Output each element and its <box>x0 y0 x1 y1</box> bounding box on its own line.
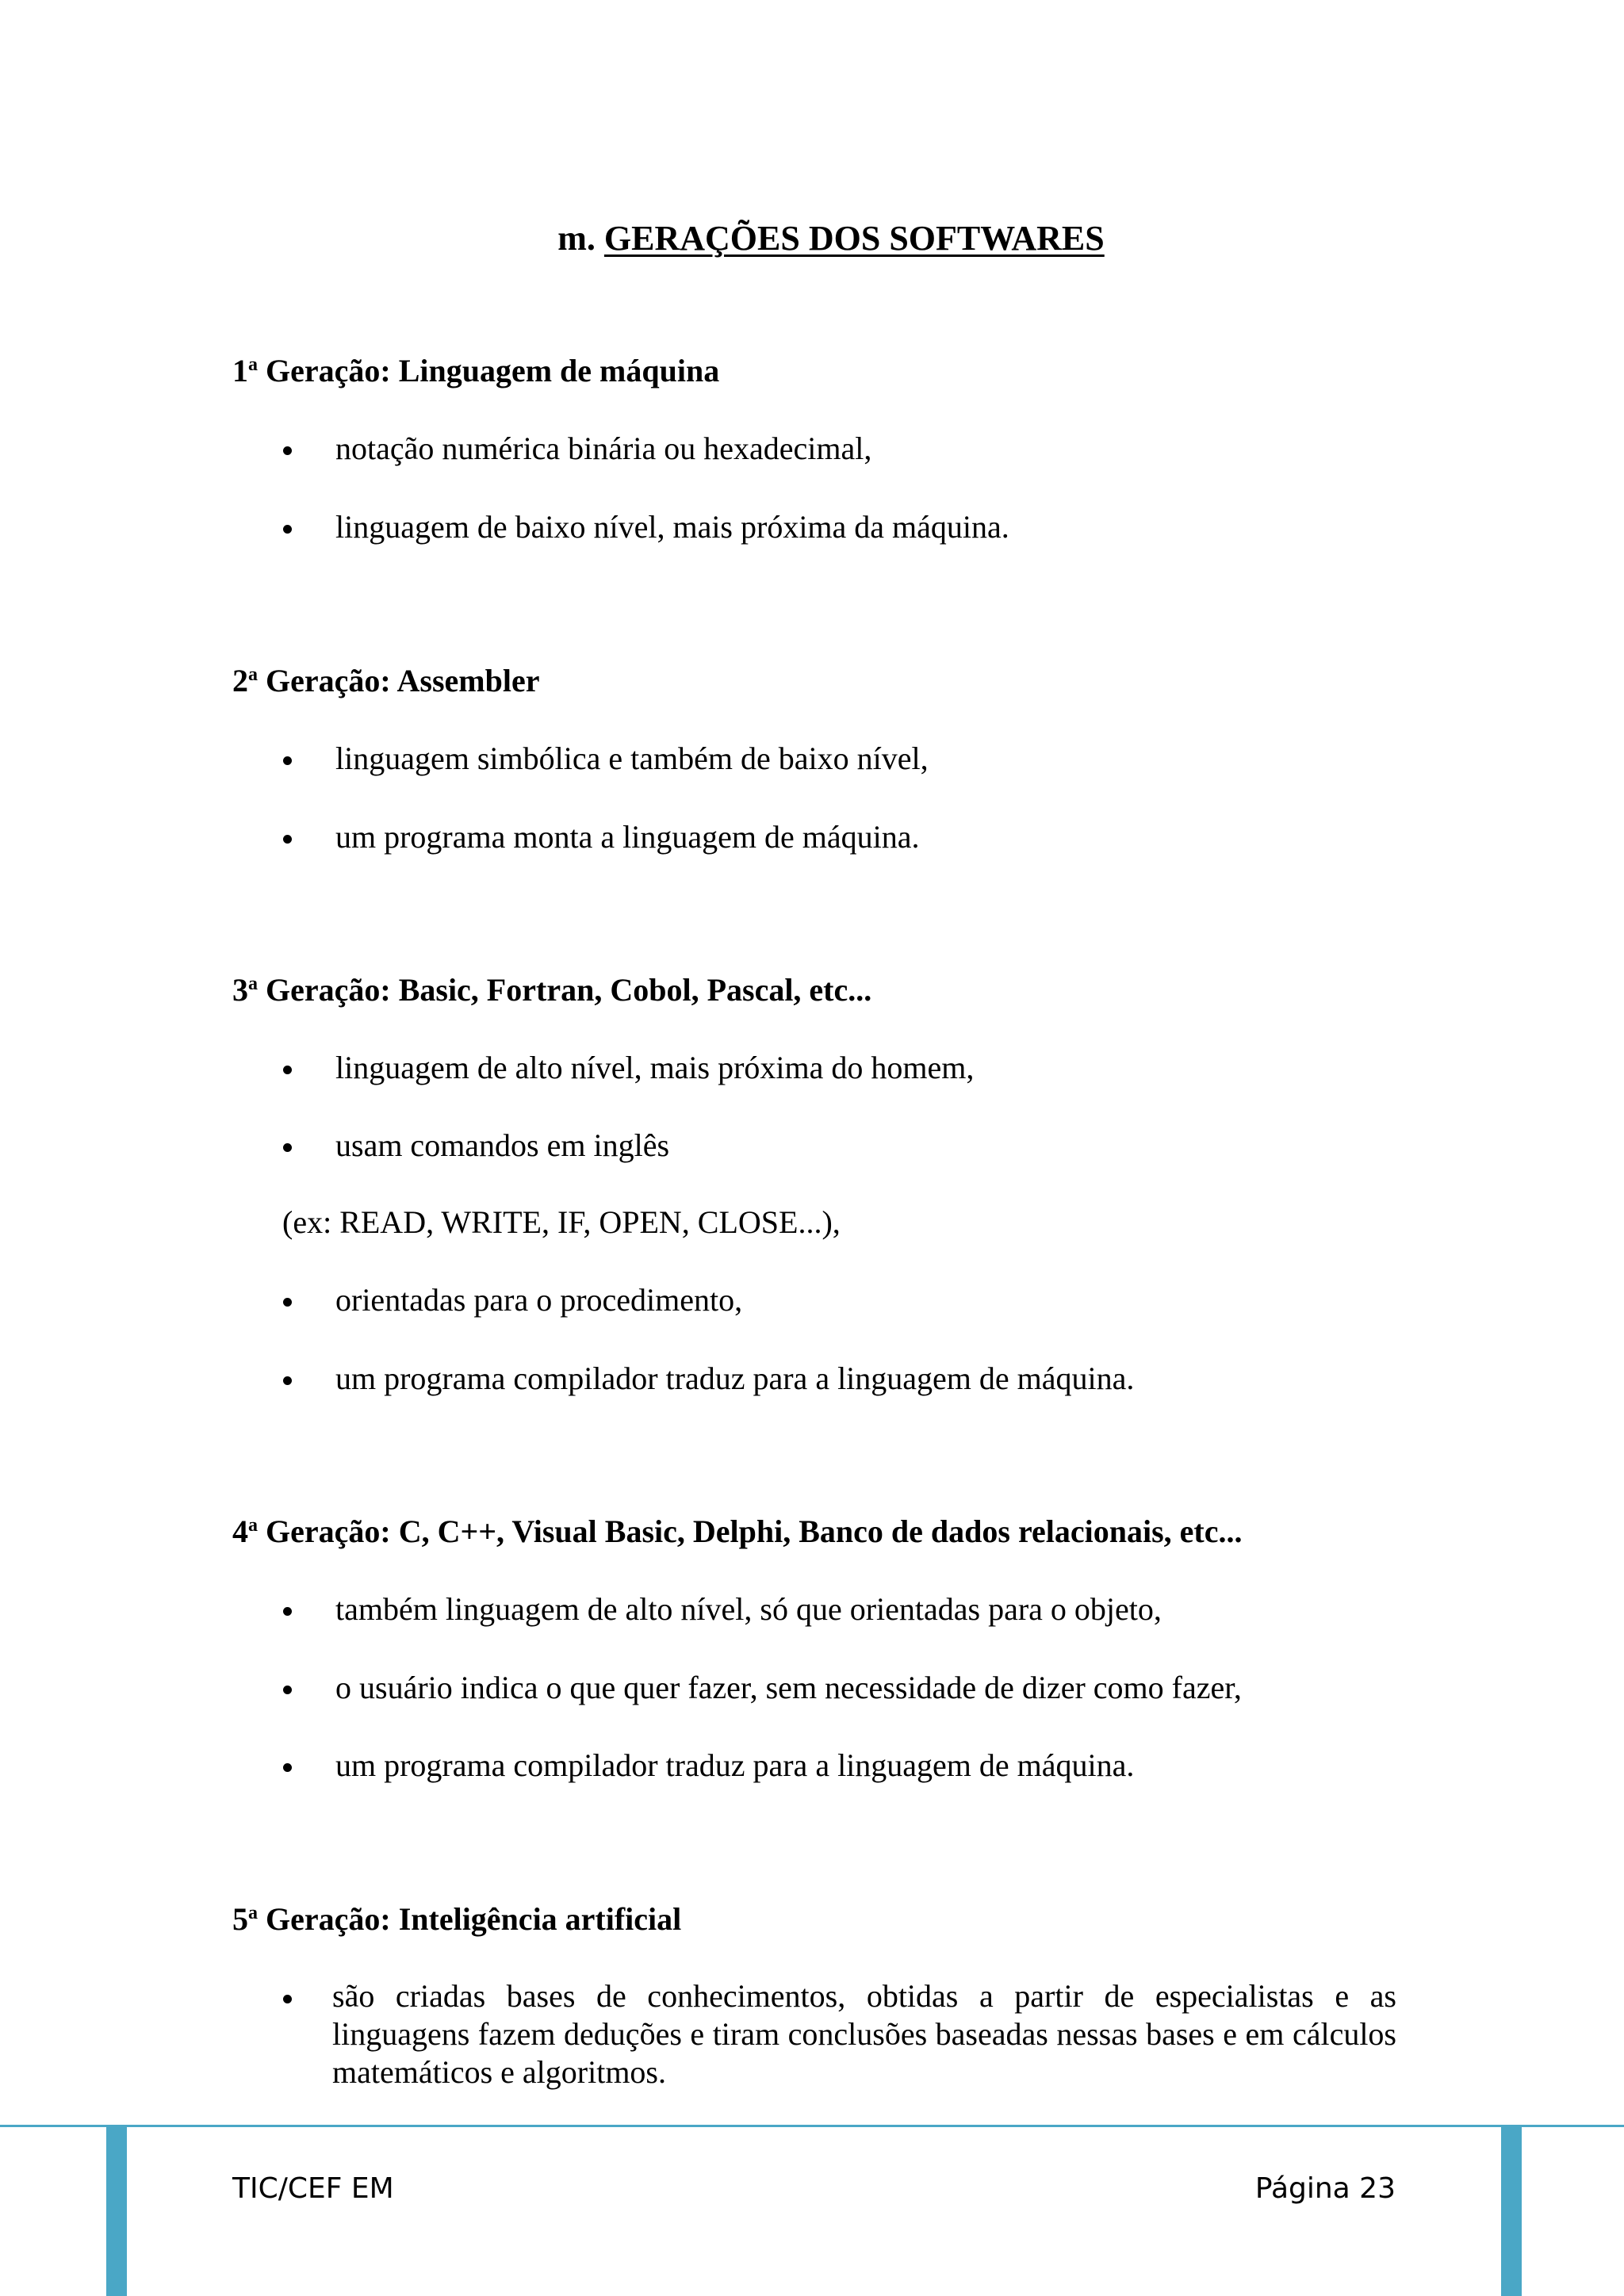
generation-2-heading: 2$^a$ Geração: Assembler <box>232 663 540 698</box>
bullet-icon <box>283 1298 292 1307</box>
bullet-icon <box>283 1995 292 2003</box>
bullet-icon <box>283 1686 292 1694</box>
generation-5-heading: 5$^a$ Geração: Inteligência artificial <box>232 1901 682 1937</box>
bullet-icon <box>283 1763 292 1772</box>
footer-accent-bar-left <box>106 2127 127 2296</box>
bullet-icon <box>283 1376 292 1385</box>
example-note: (ex: READ, WRITE, IF, OPEN, CLOSE...), <box>282 1204 841 1240</box>
bullet-icon <box>283 1143 292 1152</box>
page-title <box>0 215 1624 262</box>
bullet-icon <box>283 756 292 765</box>
generation-1-heading: 1$^a$ Geração: Linguagem de máquina <box>232 353 720 388</box>
footer-accent-bar-right <box>1501 2127 1522 2296</box>
title-text: GERAÇÕES DOS SOFTWARES <box>603 219 1105 258</box>
footer-divider <box>0 2125 1624 2127</box>
bullet-icon <box>283 1607 292 1616</box>
footer-course-label: TIC/CEF EM <box>232 2172 394 2205</box>
bullet-icon <box>283 446 292 455</box>
generation-3-heading: 3$^a$ Geração: Basic, Fortran, Cobol, Pascal, etc... <box>232 972 872 1008</box>
bullet-icon <box>283 525 292 534</box>
generation-4-heading: 4$^a$ Geração: C, C++, Visual Basic, Delphi, Banco de dados relacionais, etc... <box>232 1513 1243 1549</box>
footer-page-number: Página 23 <box>1254 2172 1396 2205</box>
title-prefix: m. <box>557 219 596 258</box>
bullet-icon <box>283 835 292 844</box>
bullet-icon <box>283 1066 292 1074</box>
